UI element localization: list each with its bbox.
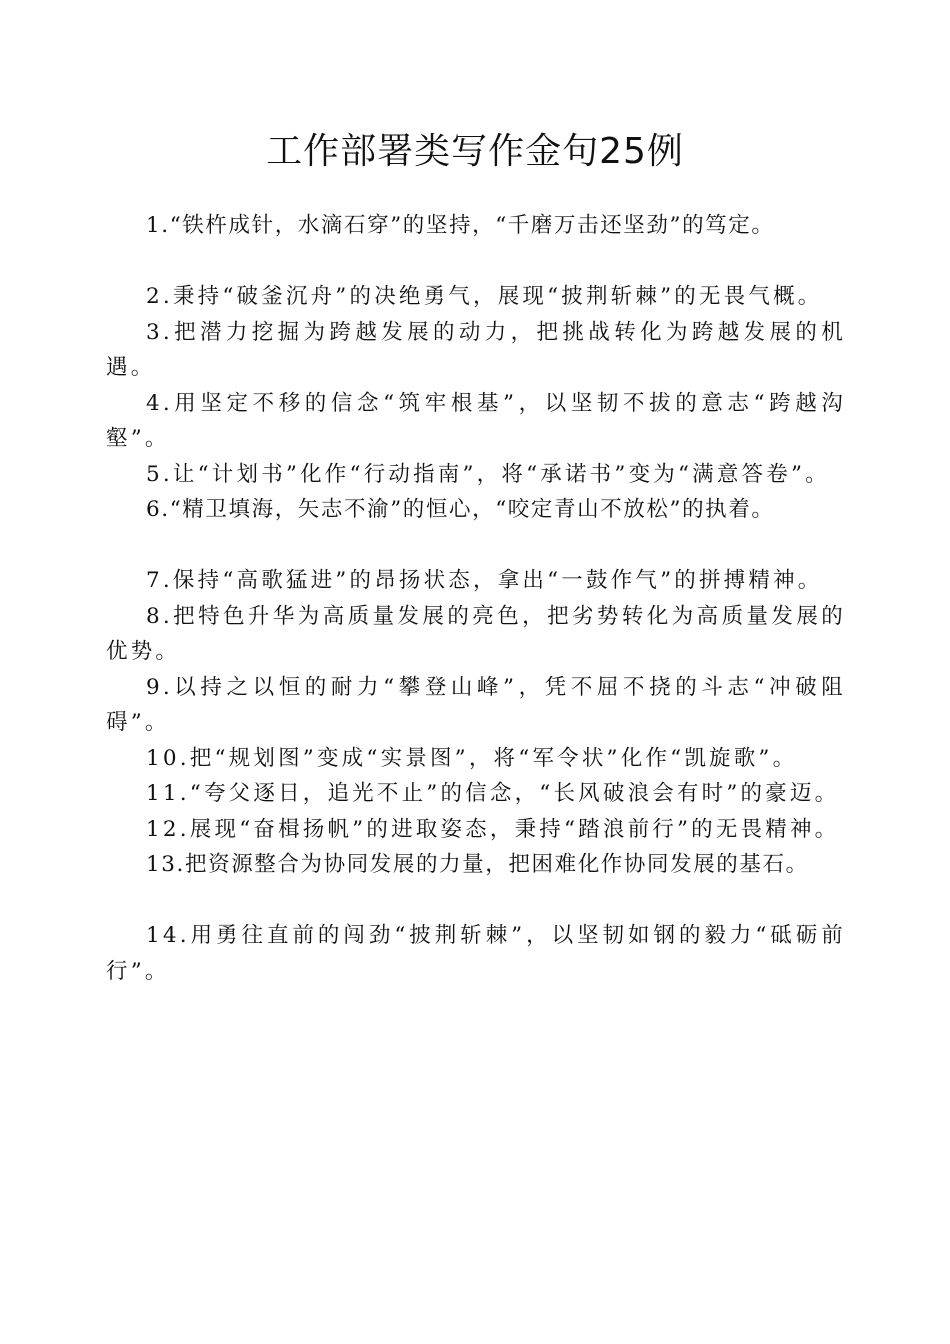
list-item: 1.“铁杵成针，水滴石穿”的坚持，“千磨万击还坚劲”的笃定。 — [146, 213, 775, 238]
list-item: 10.把“规划图”变成“实景图”，将“军令状”化作“凯旋歌”。 — [146, 745, 798, 771]
sentence-list — [106, 208, 846, 989]
list-item: 5.让“计划书”化作“行动指南”，将“承诺书”变为“满意答卷”。 — [146, 461, 830, 487]
list-item: 9.以持之以恒的耐力“攀登山峰”，凭不屈不挠的斗志“冲破阻碍”。 — [106, 674, 846, 735]
list-item: 7.保持“高歌猛进”的昂扬状态，拿出“一鼓作气”的拼搏精神。 — [146, 568, 823, 593]
document-title: 工作部署类写作金句25例 — [266, 131, 684, 172]
list-item: 6.“精卫填海，矢志不渝”的恒心，“咬定青山不放松”的执着。 — [146, 497, 775, 522]
list-item: 3.把潜力挖掘为跨越发展的动力，把挑战转化为跨越发展的机遇。 — [106, 319, 846, 380]
list-item: 14.用勇往直前的闯劲“披荆斩棘”，以坚韧如钢的毅力“砥砺前行”。 — [106, 923, 846, 984]
list-item: 12.展现“奋楫扬帆”的进取姿态，秉持“踏浪前行”的无畏精神。 — [146, 816, 840, 842]
list-item: 8.把特色升华为高质量发展的亮色，把劣势转化为高质量发展的优势。 — [106, 603, 846, 664]
list-item: 11.“夸父逐日，追光不止”的信念，“长风破浪会有时”的豪迈。 — [146, 781, 840, 806]
list-item: 4.用坚定不移的信念“筑牢根基”，以坚韧不拔的意志“跨越沟壑”。 — [106, 390, 846, 451]
list-item: 13.把资源整合为协同发展的力量，把困难化作协同发展的基石。 — [146, 852, 809, 877]
list-item: 2.秉持“破釜沉舟”的决绝勇气，展现“披荆斩棘”的无畏气概。 — [146, 284, 823, 309]
